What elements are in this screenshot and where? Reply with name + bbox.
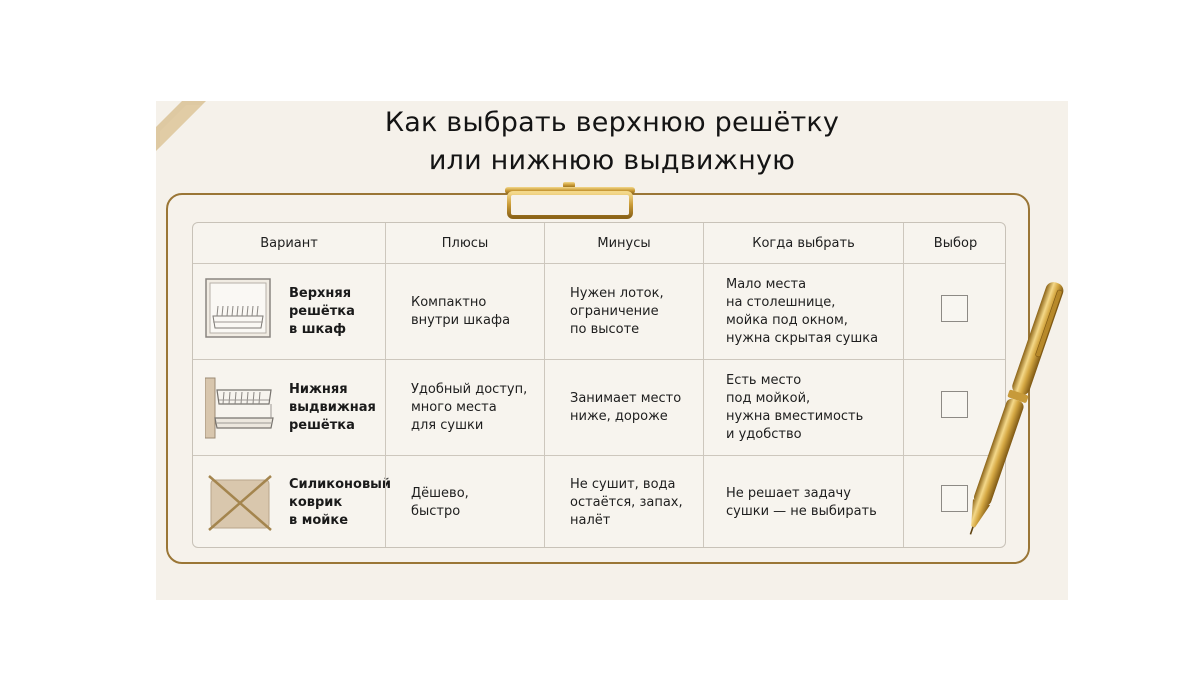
- variant-cell: [193, 264, 385, 359]
- variant-cell: [193, 360, 385, 455]
- pros-cell: Дёшево, быстро: [385, 456, 544, 548]
- table-header-row: [193, 223, 1005, 263]
- comparison-table: [192, 222, 1006, 548]
- pros-cell: Удобный доступ, много места для сушки: [385, 360, 544, 455]
- pull-out-rack-icon: [205, 376, 277, 444]
- cons-cell: Нужен лоток, ограничение по высоте: [544, 264, 703, 359]
- upper-rack-icon: [205, 278, 271, 342]
- table-row: [193, 455, 1005, 548]
- variant-label: Нижняя выдвижная решётка: [289, 381, 376, 433]
- header-pros: Плюсы: [385, 223, 544, 263]
- cons-cell: Занимает место ниже, дороже: [544, 360, 703, 455]
- pros-cell: Компактно внутри шкафа: [385, 264, 544, 359]
- cons-cell: Не сушит, вода остаётся, запах, налёт: [544, 456, 703, 548]
- when-cell: Не решает задачу сушки — не выбирать: [703, 456, 903, 548]
- header-when: Когда выбрать: [703, 223, 903, 263]
- crossed-mat-icon: [207, 474, 273, 536]
- gold-pen-icon: [960, 272, 1070, 548]
- when-cell: Есть место под мойкой, нужна вместимость и удобство: [703, 360, 903, 455]
- when-cell: Мало места на столешнице, мойка под окном, нужна скрытая сушка: [703, 264, 903, 359]
- binder-clip-icon: [503, 182, 637, 226]
- title-line-1: Как выбрать верхнюю решётку: [384, 107, 840, 138]
- header-variant: Вариант: [260, 235, 318, 251]
- title-line-2: или нижнюю выдвижную: [428, 145, 796, 176]
- variant-label: Силиконовый коврик в мойке: [289, 476, 392, 528]
- table-row: [193, 359, 1005, 455]
- header-choice: Выбор: [903, 223, 1006, 263]
- variant-cell: [193, 456, 392, 548]
- page-title: [156, 104, 1068, 180]
- table-row: [193, 263, 1005, 359]
- variant-label: Верхняя решётка в шкаф: [289, 285, 355, 337]
- header-cons: Минусы: [544, 223, 703, 263]
